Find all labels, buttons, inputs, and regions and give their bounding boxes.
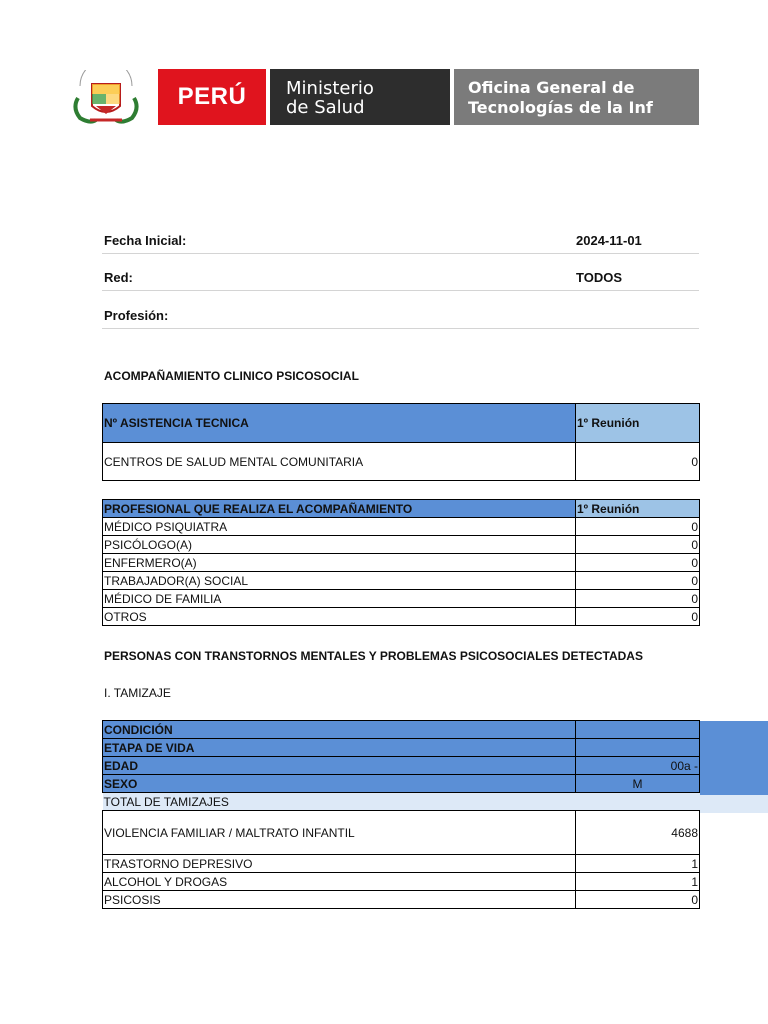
asistencia-tecnica-table <box>102 403 700 481</box>
row-value: 0 <box>576 891 700 909</box>
row-value: 0 <box>576 608 700 626</box>
subsection-title-tamizaje: I. TAMIZAJE <box>104 686 171 700</box>
header-value: 00a - <box>576 757 700 775</box>
filter-label: Fecha Inicial: <box>104 233 187 248</box>
row-value: 0 <box>576 590 700 608</box>
table-row <box>103 873 700 891</box>
office-logo <box>454 69 699 125</box>
table-row <box>103 811 700 855</box>
ministry-line-2: de Salud <box>286 97 365 118</box>
table-row <box>103 608 700 626</box>
ministry-logo <box>270 69 450 125</box>
header-label: CONDICIÓN <box>103 721 576 739</box>
table-row <box>103 518 700 536</box>
row-value: 4688 <box>576 811 700 855</box>
table-row <box>103 855 700 873</box>
row-value: 0 <box>576 536 700 554</box>
row-value: 0 <box>576 572 700 590</box>
total-row <box>103 793 700 811</box>
table-row <box>103 572 700 590</box>
filter-label: Profesión: <box>104 308 169 323</box>
column-header: Nº ASISTENCIA TECNICA <box>103 404 576 443</box>
filter-profesion <box>102 304 699 329</box>
column-header: 1º Reunión <box>576 500 700 518</box>
total-label: TOTAL DE TAMIZAJES <box>103 793 700 811</box>
row-label: MÉDICO PSIQUIATRA <box>103 518 576 536</box>
row-value: 0 <box>576 554 700 572</box>
coat-of-arms-icon <box>70 70 142 126</box>
table-header-row <box>103 404 700 443</box>
row-label: OTROS <box>103 608 576 626</box>
table-header-row <box>103 739 700 757</box>
table-header-row <box>103 500 700 518</box>
table-row <box>103 891 700 909</box>
tamizaje-table <box>102 720 700 909</box>
total-overflow-cell <box>699 795 768 813</box>
table-row <box>103 590 700 608</box>
filter-value: 2024-11-01 <box>576 233 642 248</box>
header-label: EDAD <box>103 757 576 775</box>
header-value: M <box>576 775 700 793</box>
row-label: TRABAJADOR(A) SOCIAL <box>103 572 576 590</box>
row-value: 0 <box>576 518 700 536</box>
row-label: MÉDICO DE FAMILIA <box>103 590 576 608</box>
row-value: 1 <box>576 855 700 873</box>
filter-label: Red: <box>104 270 133 285</box>
filter-value: TODOS <box>576 270 622 285</box>
row-label: ALCOHOL Y DROGAS <box>103 873 576 891</box>
header-label: SEXO <box>103 775 576 793</box>
row-label: TRASTORNO DEPRESIVO <box>103 855 576 873</box>
row-label: VIOLENCIA FAMILIAR / MALTRATO INFANTIL <box>103 811 576 855</box>
row-label: PSICÓLOGO(A) <box>103 536 576 554</box>
column-header: 1º Reunión <box>576 404 700 443</box>
ministry-line-1: Ministerio <box>286 78 374 99</box>
section-title-personas: PERSONAS CON TRANSTORNOS MENTALES Y PROBLEMAS PSICOSOCIALES DETECTADAS <box>104 649 643 663</box>
filter-red <box>102 266 699 291</box>
table-row <box>103 443 700 481</box>
column-header: PROFESIONAL QUE REALIZA EL ACOMPAÑAMIENTO <box>103 500 576 518</box>
header-label: ETAPA DE VIDA <box>103 739 576 757</box>
row-label: PSICOSIS <box>103 891 576 909</box>
office-line-2: Tecnologías de la Inf <box>468 98 653 117</box>
table-header-row <box>103 721 700 739</box>
row-label: ENFERMERO(A) <box>103 554 576 572</box>
section-title-acompanamiento: ACOMPAÑAMIENTO CLINICO PSICOSOCIAL <box>104 369 359 383</box>
peru-logo <box>158 69 266 125</box>
header-value <box>576 739 700 757</box>
table-header-row <box>103 757 700 775</box>
table-row <box>103 554 700 572</box>
filter-fecha-inicial <box>102 229 699 254</box>
office-line-1: Oficina General de <box>468 78 635 97</box>
profesional-table <box>102 499 700 626</box>
header-banner <box>70 68 699 126</box>
header-overflow-cell <box>699 721 768 795</box>
country-name: PERÚ <box>177 83 247 110</box>
row-label: CENTROS DE SALUD MENTAL COMUNITARIA <box>103 443 576 481</box>
row-value: 0 <box>576 443 700 481</box>
table-row <box>103 536 700 554</box>
row-value: 1 <box>576 873 700 891</box>
header-value <box>576 721 700 739</box>
table-header-row <box>103 775 700 793</box>
